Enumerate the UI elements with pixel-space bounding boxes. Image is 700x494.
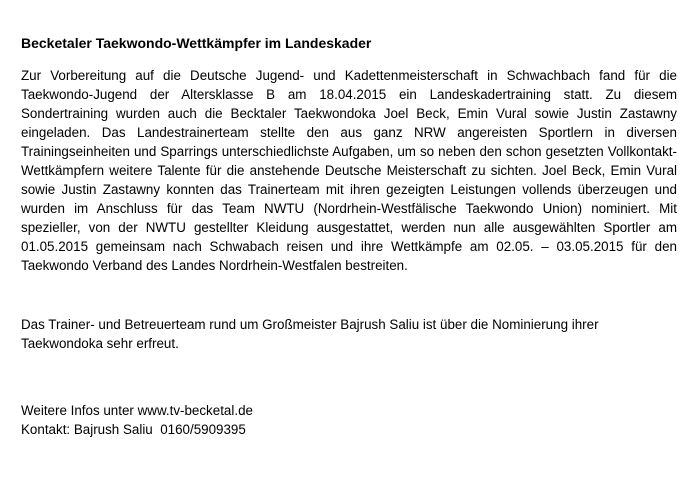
contact-block [21,401,677,439]
article-body: Zur Vorbereitung auf die Deutsche Jugend- und Kadettenmeisterschaft in Schwachbach fand für die Taekwondo-Jugend der Altersklasse B am 18.04.2015 ein Landeskadertraining statt. Zu diesem Sondertraining wurden auch die Becktaler Taekwondoka Joel Beck, Emin Vural sowie Justin Zastawny eingeladen. Das Landestrainerteam stellte den aus ganz NRW angereisten Sportlern in diversen Trainingseinheiten und Sparrings unterschiedlichste Aufgaben, um so neben den schon gesetzten Vollkontakt-Wettkämpfern weitere Talente für die anstehende Deutsche Meisterschaft zu sichten. Joel Beck, Emin Vural sowie Justin Zastawny konnten das Trainerteam mit ihren gezeigten Leistungen vollends überzeugen und wurden im Anschluss für das Team NWTU (Nordrhein-Westfälische Taekwondo Union) nominiert. Mit spezieller, von der NWTU gestellter Kleidung ausgestattet, werden nun alle ausgewählten Sportler am 01.05.2015 gemeinsam nach Schwabach reisen und ihre Wettkämpfe am 02.05. – 03.05.2015 für den Taekwondo Verband des Landes Nordrhein-Westfalen bestreiten. [21,68,677,273]
info-line: Weitere Infos unter www.tv-becketal.de [21,403,253,418]
article-title: Becketaler Taekwondo-Wettkämpfer im Landeskader [21,35,372,51]
document [21,34,677,439]
closing-paragraph: Das Trainer- und Betreuerteam rund um Großmeister Bajrush Saliu ist über die Nominierung ihrer Taekwondoka sehr erfreut. [21,317,599,351]
contact-line: Kontakt: Bajrush Saliu 0160/5909395 [21,422,246,437]
